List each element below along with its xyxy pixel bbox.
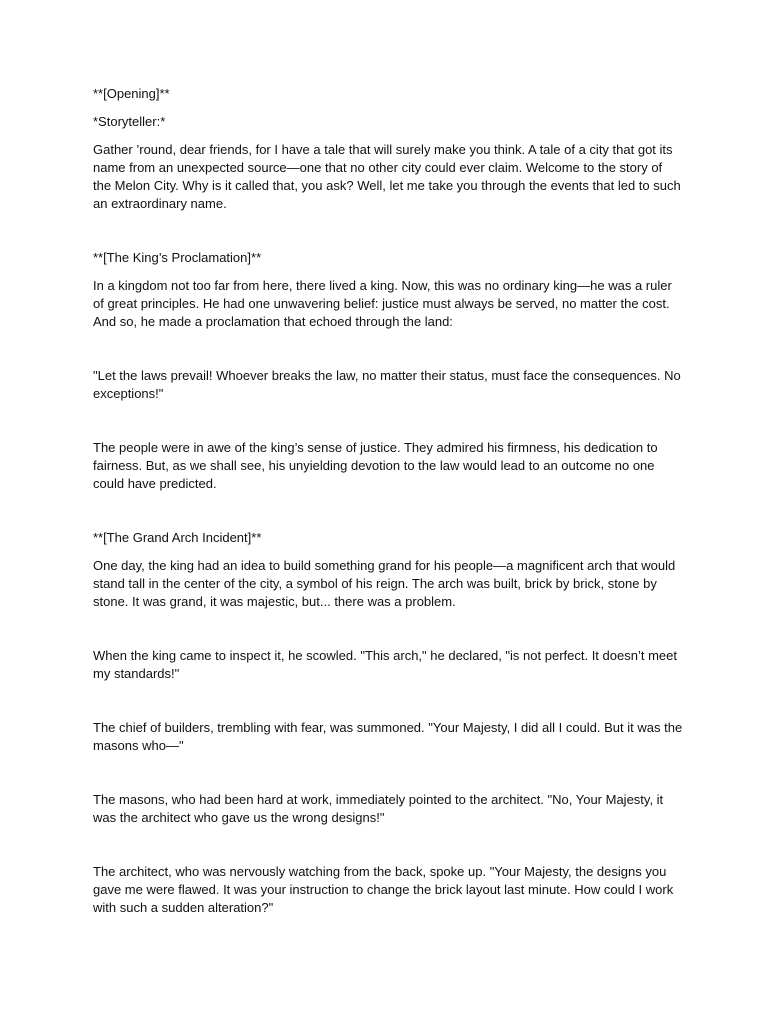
document-page — [93, 85, 683, 917]
paragraph-proclamation-quote: "Let the laws prevail! Whoever breaks the law, no matter their status, must face the consequences. No exceptions!" — [93, 368, 681, 401]
section-heading-opening: **[Opening]** — [93, 86, 170, 101]
paragraph-people: The people were in awe of the king’s sense of justice. They admired his firmness, his dedication to fairness. But, as we shall see, his unyielding devotion to the law would lead to an outcome no one could have predicted. — [93, 440, 658, 491]
paragraph-architect: The architect, who was nervously watching from the back, spoke up. "Your Majesty, the designs you gave me were flawed. It was your instruction to change the brick layout last minute. How could I work with such a sudden alteration?" — [93, 864, 674, 915]
section-heading-arch: **[The Grand Arch Incident]** — [93, 530, 262, 545]
speaker-label: *Storyteller:* — [93, 114, 166, 129]
paragraph-masons: The masons, who had been hard at work, immediately pointed to the architect. "No, Your Majesty, it was the architect who gave us the wrong designs!" — [93, 792, 664, 825]
paragraph-king: In a kingdom not too far from here, there lived a king. Now, this was no ordinary king—he was a ruler of great principles. He had one unwavering belief: justice must always be served, no matter the cost. And so, he made a proclamation that echoed through the land: — [93, 278, 672, 329]
paragraph-inspection: When the king came to inspect it, he scowled. "This arch," he declared, "is not perfect. It doesn’t meet my standards!" — [93, 648, 677, 681]
paragraph-chief-builder: The chief of builders, trembling with fear, was summoned. "Your Majesty, I did all I could. But it was the masons who—" — [93, 720, 683, 753]
section-heading-proclamation: **[The King’s Proclamation]** — [93, 250, 262, 265]
paragraph-intro: Gather ’round, dear friends, for I have a tale that will surely make you think. A tale of a city that got its name from an unexpected source—one that no other city could ever claim. Welcome to the story of the Melon City. Why is it called that, you ask? Well, let me take you through the events that led to such an extraordinary name. — [93, 142, 681, 211]
paragraph-arch: One day, the king had an idea to build something grand for his people—a magnificent arch that would stand tall in the center of the city, a symbol of his reign. The arch was built, brick by brick, stone by stone. It was grand, it was majestic, but... there was a problem. — [93, 558, 676, 609]
